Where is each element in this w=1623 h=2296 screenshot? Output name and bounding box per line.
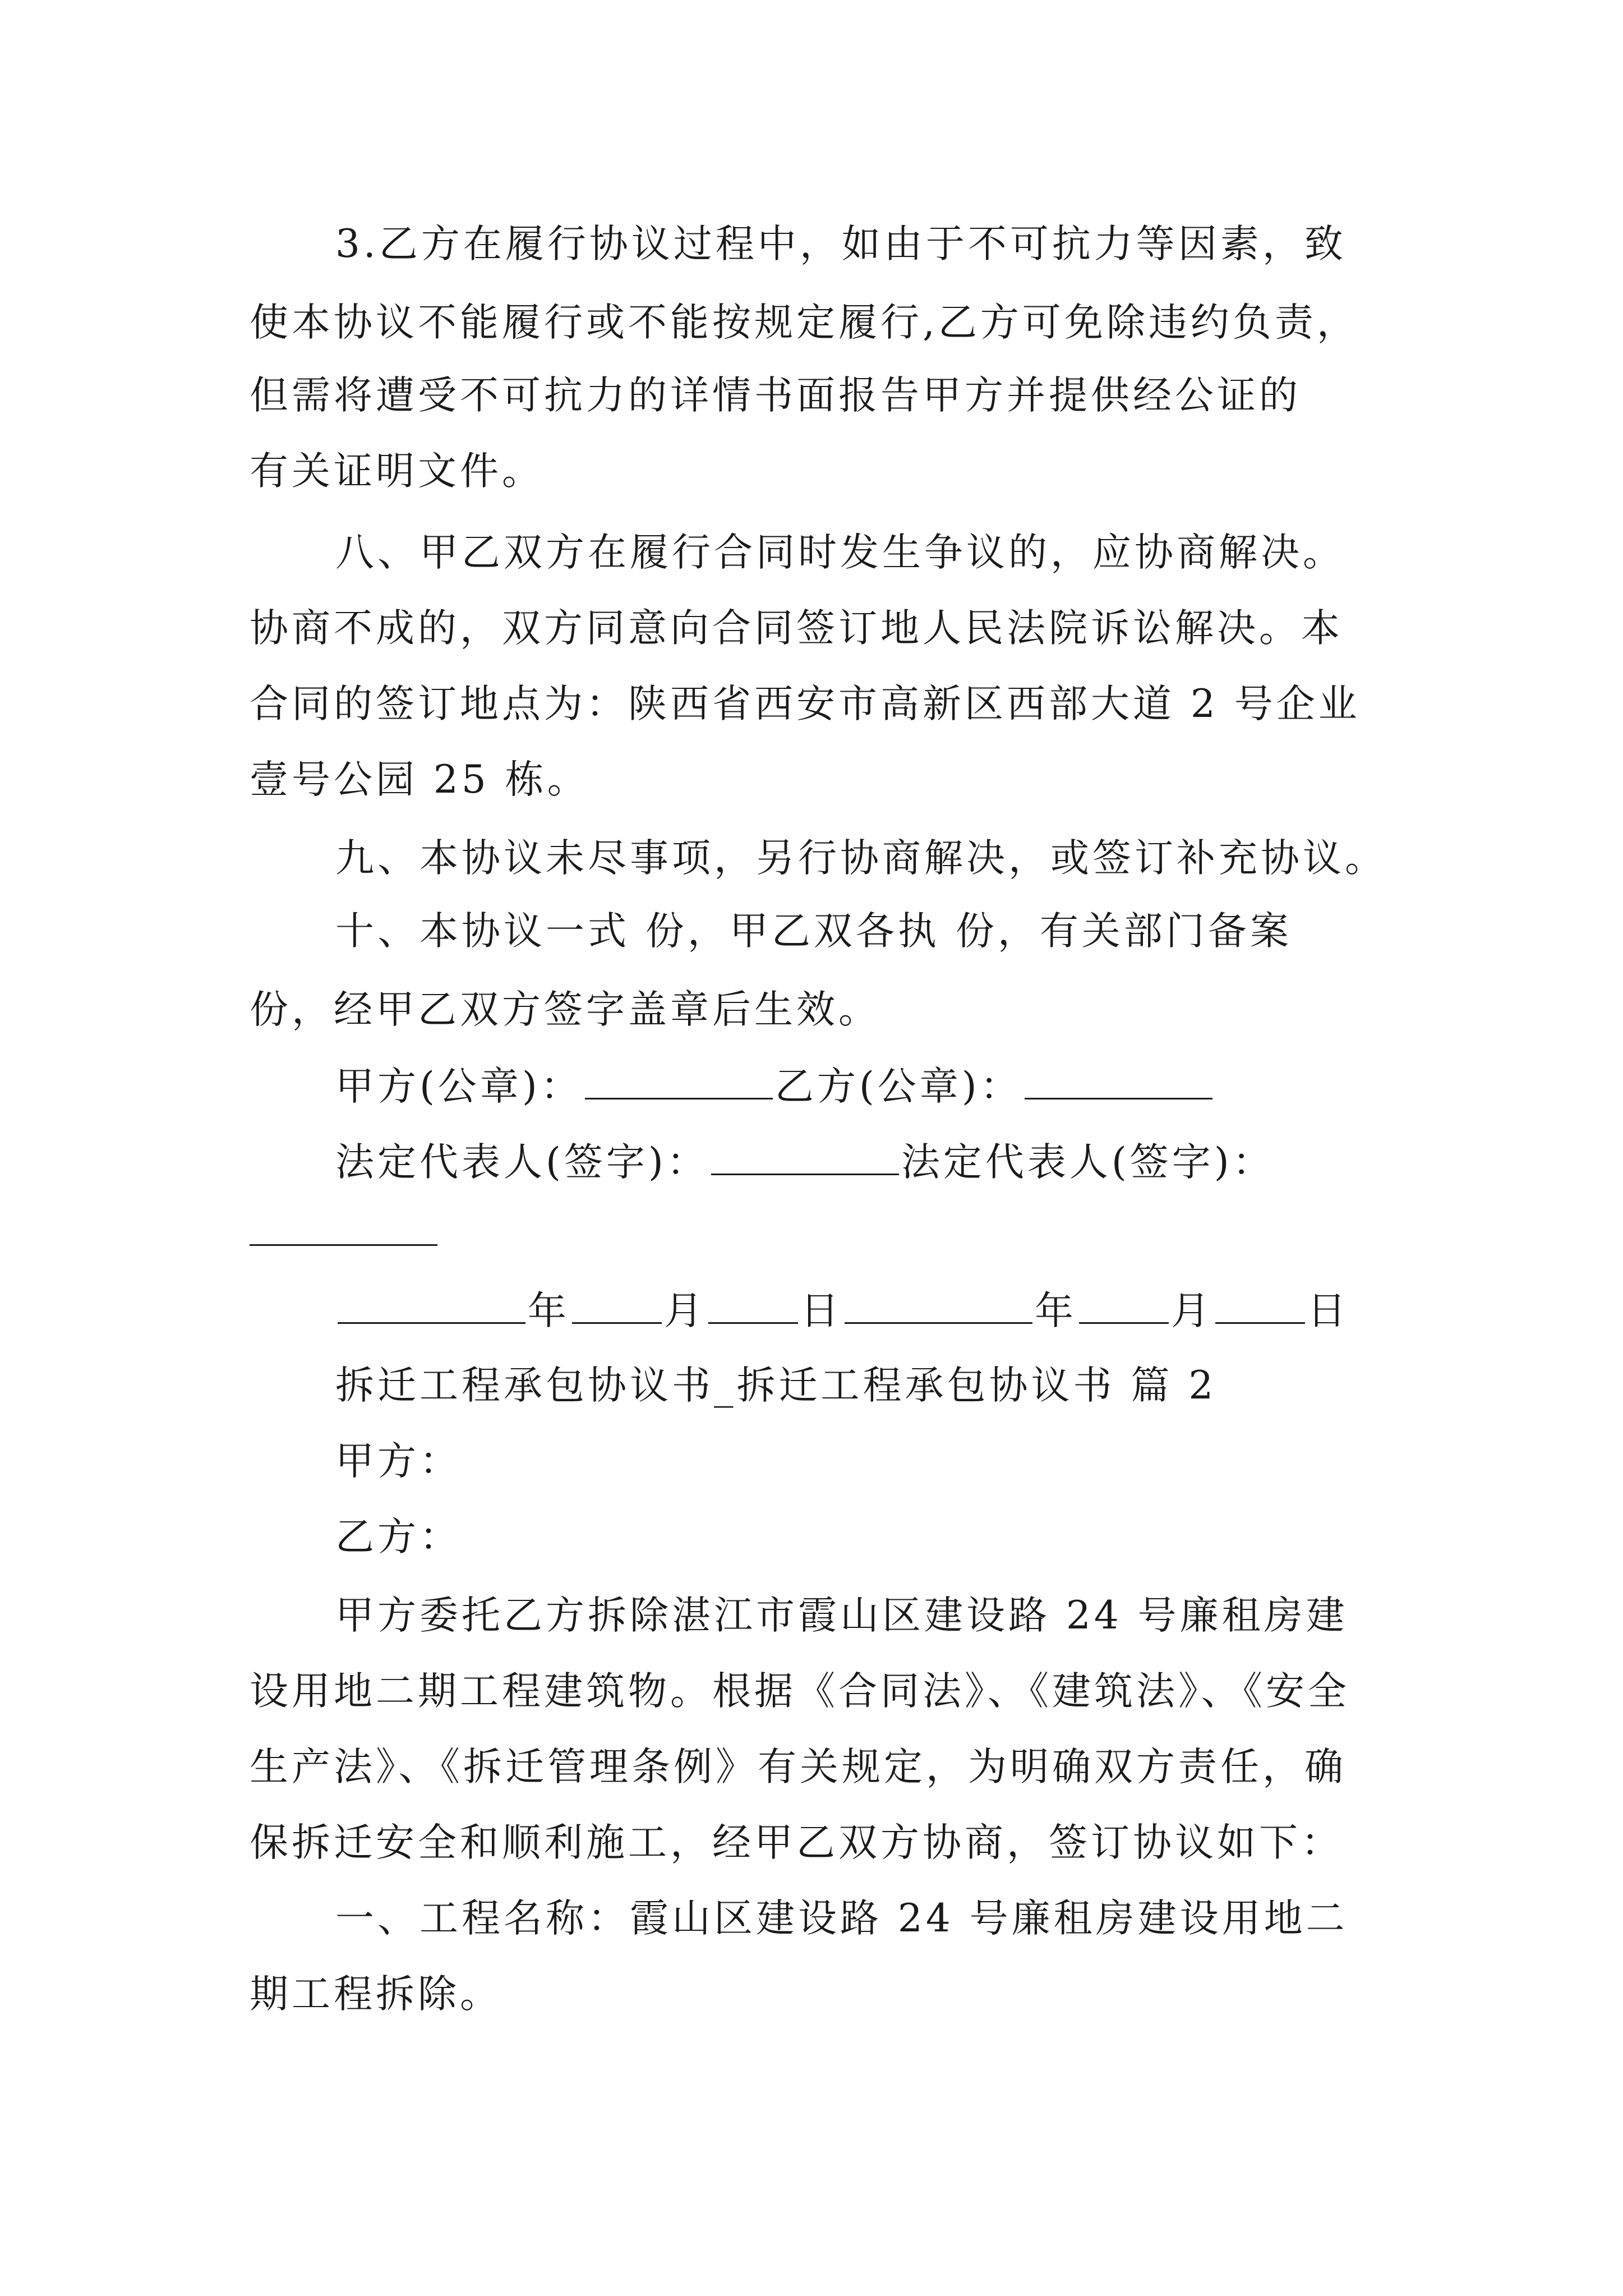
month-a-label: 月 <box>664 1289 706 1333</box>
text-line: 生产法》、《拆迁管理条例》有关规定，为明确双方责任，确 <box>250 1745 1347 1789</box>
text-line: 但需将遭受不可抗力的详情书面报告甲方并提供经公证的 <box>250 373 1301 418</box>
legal-rep-b-label: 法定代表人(签字)： <box>901 1140 1275 1185</box>
legal-rep-b-blank <box>250 1244 437 1246</box>
text-line: 设用地二期工程建筑物。根据《合同法》、《建筑法》、《安全 <box>250 1669 1350 1714</box>
party-a-label: 甲方： <box>335 1439 462 1484</box>
month-b-blank <box>1079 1287 1169 1324</box>
text-line: 3.乙方在履行协议过程中，如由于不可抗力等因素，致 <box>335 222 1347 266</box>
date-line <box>335 1287 1349 1332</box>
year-b-label: 年 <box>1035 1289 1077 1333</box>
text-line: 期工程拆除。 <box>250 1972 502 2017</box>
text-line: 一、工程名称：霞山区建设路 24 号廉租房建设用地二 <box>335 1896 1348 1941</box>
text-line: 九、本协议未尽事项，另行协商解决，或签订补充协议。 <box>335 836 1387 881</box>
text-line: 十、本协议一式 份，甲乙双各执 份，有关部门备案 <box>335 909 1292 954</box>
text-line: 壹号公园 25 栋。 <box>250 757 589 802</box>
month-a-blank <box>572 1287 662 1324</box>
party-b-seal-blank <box>1025 1063 1212 1099</box>
month-b-label: 月 <box>1171 1289 1213 1333</box>
text-line: 份，经甲乙双方签字盖章后生效。 <box>250 987 880 1032</box>
text-line: 使本协议不能履行或不能按规定履行,乙方可免除违约负责， <box>250 300 1359 345</box>
party-b-label: 乙方： <box>335 1515 462 1559</box>
seal-line <box>335 1063 1215 1108</box>
year-a-label: 年 <box>528 1289 570 1333</box>
day-b-label: 日 <box>1307 1289 1349 1333</box>
text-line: 有关证明文件。 <box>250 449 544 494</box>
legal-rep-a-blank <box>711 1139 899 1175</box>
day-a-blank <box>708 1287 798 1324</box>
legal-rep-line <box>335 1139 1275 1184</box>
text-line: 甲方委托乙方拆除湛江市霞山区建设路 24 号廉租房建 <box>335 1593 1348 1638</box>
legal-rep-a-label: 法定代表人(签字)： <box>335 1140 709 1185</box>
text-line: 保拆迁安全和顺利施工，经甲乙双方协商，签订协议如下： <box>250 1820 1343 1865</box>
party-a-seal-label: 甲方(公章)： <box>335 1064 583 1109</box>
year-b-blank <box>845 1287 1032 1324</box>
section-title: 拆迁工程承包协议书_拆迁工程承包协议书 篇 2 <box>335 1363 1217 1408</box>
party-b-seal-label: 乙方(公章)： <box>774 1064 1022 1109</box>
party-a-seal-blank <box>585 1063 773 1099</box>
text-line: 八、甲乙双方在履行合同时发生争议的，应协商解决。 <box>335 530 1345 575</box>
text-line: 协商不成的，双方同意向合同签订地人民法院诉讼解决。本 <box>250 606 1343 651</box>
text-line: 合同的签订地点为：陕西省西安市高新区西部大道 2 号企业 <box>250 682 1361 726</box>
day-b-blank <box>1215 1287 1305 1324</box>
year-a-blank <box>338 1287 525 1324</box>
day-a-label: 日 <box>800 1289 842 1333</box>
